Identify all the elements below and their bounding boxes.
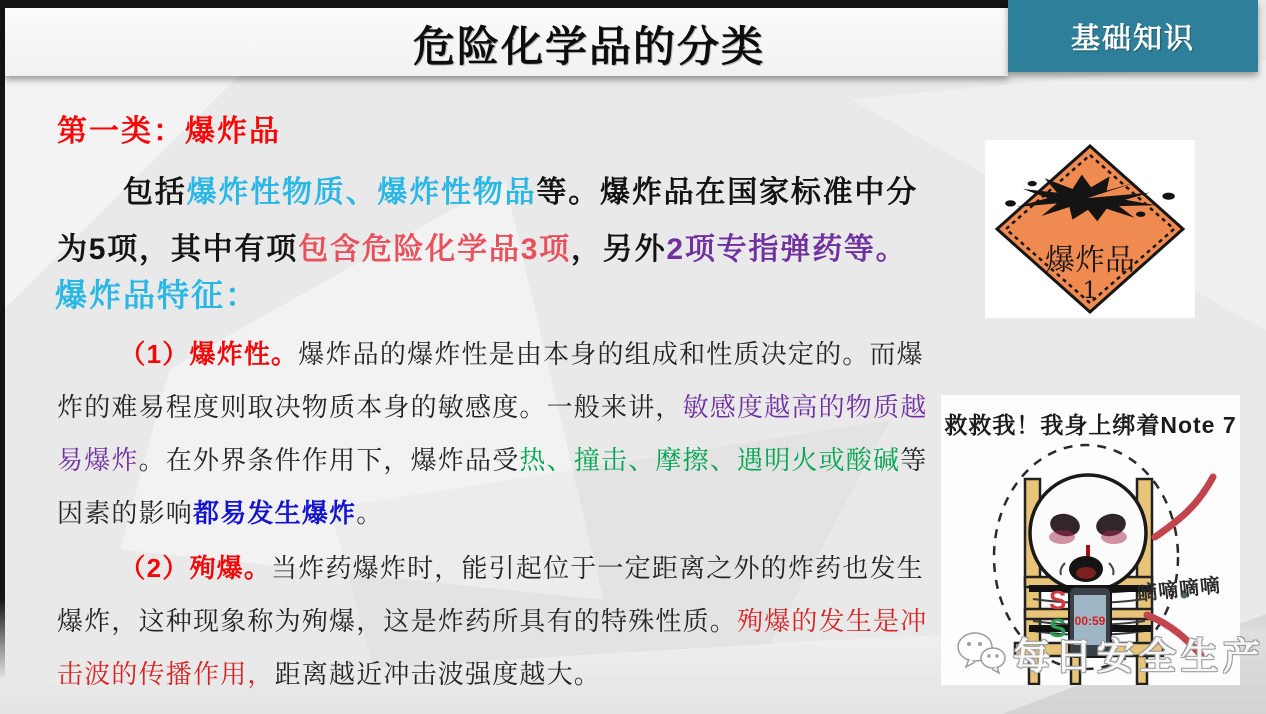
text-segment: 殉爆的发生是冲击波的传播作用， bbox=[57, 607, 928, 690]
text-segment: 等。爆炸品在国家标准中分为5项，其中有项 bbox=[57, 176, 919, 266]
text-segment: 包括 bbox=[123, 176, 187, 209]
phone-timer: 00:59 bbox=[1074, 614, 1106, 628]
feature-1-paragraph bbox=[57, 328, 949, 541]
text-segment: 都易发生爆炸 bbox=[193, 499, 357, 529]
text-segment: （1）爆炸性。 bbox=[119, 339, 299, 369]
hazard-class-number: 1 bbox=[1082, 278, 1098, 304]
header-badge-label: 基础知识 bbox=[1070, 22, 1195, 55]
slide-left-border bbox=[0, 0, 5, 680]
text-segment: 爆炸性物质、爆炸性物品 bbox=[186, 176, 537, 209]
page-title: 危险化学品的分类 bbox=[412, 23, 765, 70]
text-segment: 。在外界条件作用下，爆炸品受 bbox=[138, 446, 520, 476]
text-segment: 等因素的影响 bbox=[57, 446, 928, 529]
text-segment: 包含危险化学品3项 bbox=[298, 233, 571, 266]
text-segment: 。 bbox=[356, 499, 384, 529]
watermark bbox=[955, 626, 1265, 680]
text-segment: 2项专指弹药等。 bbox=[666, 233, 908, 266]
feature-2-paragraph bbox=[57, 542, 949, 702]
meme-caption: 救救我！我身上绑着Note 7 bbox=[944, 412, 1237, 438]
text-segment: ，另外 bbox=[570, 233, 667, 266]
wechat-icon bbox=[955, 630, 1007, 676]
explosive-hazard-sign bbox=[985, 140, 1195, 318]
slide-top-border bbox=[0, 0, 1010, 8]
intro-paragraph bbox=[57, 164, 949, 278]
text-segment: （2）殉爆。 bbox=[119, 553, 272, 583]
text-segment: 爆炸品的爆炸性是由本身的组成和性质决定的。而爆炸的难易程度则取决物质本身的敏感度。一般来讲， bbox=[57, 340, 924, 423]
features-heading: 爆炸品特征： bbox=[55, 277, 260, 313]
watermark-text: 每日安全生产 bbox=[1013, 636, 1265, 677]
red-coil: S bbox=[1049, 585, 1067, 615]
header-badge bbox=[1008, 0, 1258, 72]
text-segment: 热、撞击、摩擦、遇明火或酸碱 bbox=[519, 446, 901, 476]
section-heading: 第一类：爆炸品 bbox=[57, 115, 281, 148]
green-coil: S bbox=[1049, 613, 1067, 643]
hazard-diamond-icon bbox=[985, 140, 1195, 318]
hazard-sign-label: 爆炸品 bbox=[1045, 243, 1135, 278]
text-segment: 距离越近冲击波强度越大。 bbox=[274, 660, 602, 690]
crying-face bbox=[1030, 475, 1146, 591]
text-segment: 当炸药爆炸时，能引起位于一定距离之外的炸药也发生爆炸，这种现象称为殉爆，这是炸药所具有的特殊性质。 bbox=[57, 554, 924, 637]
text-segment: 敏感度越高的物质越易爆炸 bbox=[57, 393, 928, 476]
beep-sound-text: 嘀嘀嘀嘀 bbox=[1136, 574, 1223, 606]
